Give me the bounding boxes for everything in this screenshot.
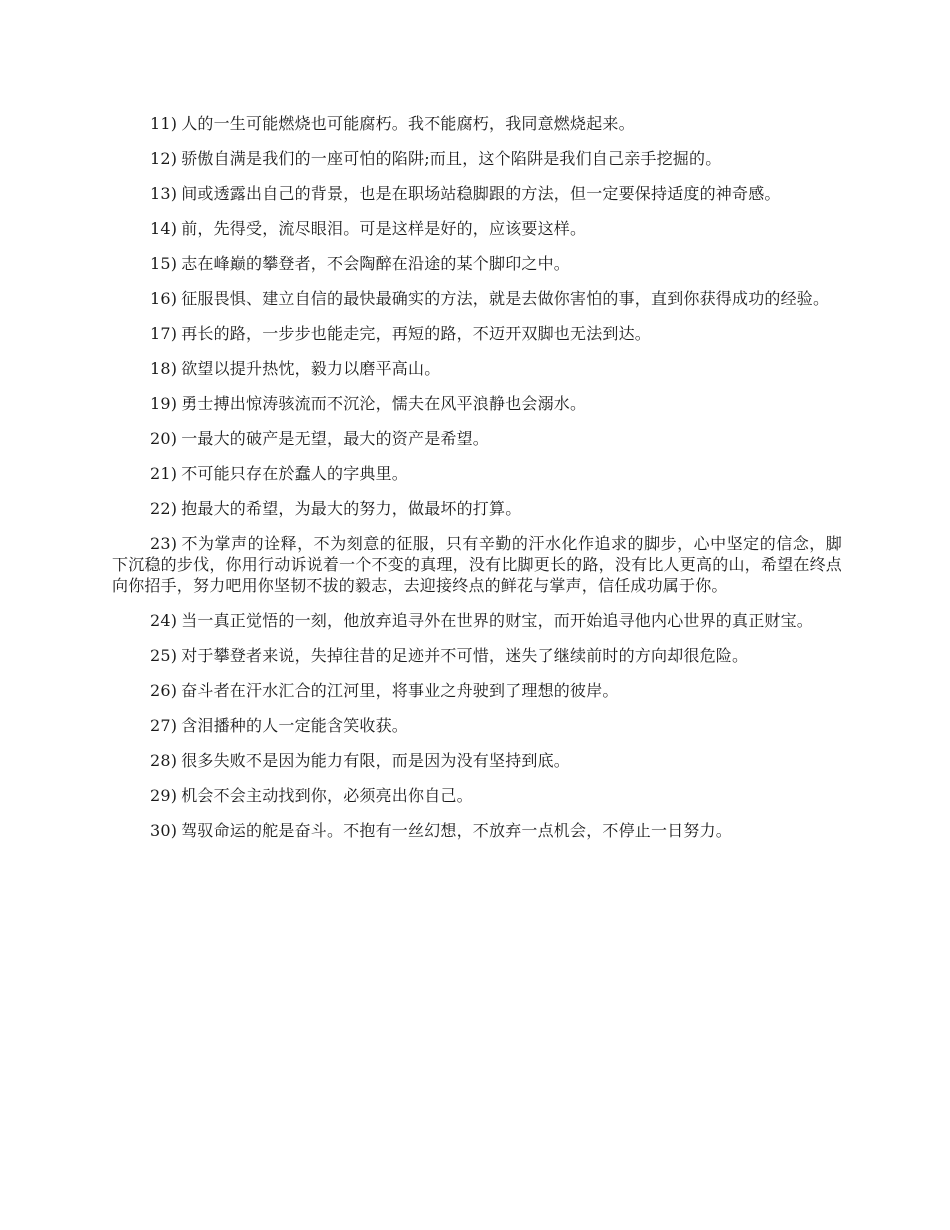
paragraph-15	[112, 253, 842, 274]
paragraph-19	[112, 393, 842, 414]
paragraph-number: 23)	[150, 534, 178, 553]
paragraph-23	[112, 533, 842, 596]
paragraph-number: 17)	[150, 324, 178, 343]
paragraph-number: 16)	[150, 289, 178, 308]
paragraph-text: 含泪播种的人一定能含笑收获。	[181, 716, 409, 735]
paragraph-text: 征服畏惧、建立自信的最快最确实的方法，就是去做你害怕的事，直到你获得成功的经验。	[181, 289, 830, 308]
paragraph-text: 志在峰巅的攀登者，不会陶醉在沿途的某个脚印之中。	[181, 254, 571, 273]
paragraph-text: 人的一生可能燃烧也可能腐朽。我不能腐朽，我同意燃烧起来。	[181, 114, 635, 133]
document-body	[112, 113, 842, 855]
paragraph-text: 骄傲自满是我们的一座可怕的陷阱;而且，这个陷阱是我们自己亲手挖掘的。	[181, 149, 722, 168]
paragraph-text: 不为掌声的诠释，不为刻意的征服，只有辛勤的汗水化作追求的脚步，心中坚定的信念，脚下沉稳的步伐，你用行动诉说着一个不变的真理，没有比脚更长的路，没有比人更高的山，希望在终点向你招手，努力吧用你坚韧不拔的毅志，去迎接终点的鲜花与掌声，信任成功属于你。	[112, 534, 842, 595]
paragraph-text: 欲望以提升热忱，毅力以磨平高山。	[181, 359, 441, 378]
paragraph-text: 奋斗者在汗水汇合的江河里，将事业之舟驶到了理想的彼岸。	[181, 681, 619, 700]
paragraph-18	[112, 358, 842, 379]
paragraph-number: 13)	[150, 184, 178, 203]
paragraph-text: 驾驭命运的舵是奋斗。不抱有一丝幻想，不放弃一点机会，不停止一日努力。	[181, 821, 733, 840]
paragraph-22	[112, 498, 842, 519]
paragraph-24	[112, 610, 842, 631]
paragraph-text: 一最大的破产是无望，最大的资产是希望。	[181, 429, 490, 448]
paragraph-number: 15)	[150, 254, 178, 273]
paragraph-text: 抱最大的希望，为最大的努力，做最坏的打算。	[181, 499, 522, 518]
paragraph-17	[112, 323, 842, 344]
paragraph-number: 12)	[150, 149, 178, 168]
paragraph-text: 勇士搏出惊涛骇流而不沉沦，懦夫在风平浪静也会溺水。	[181, 394, 587, 413]
paragraph-27	[112, 715, 842, 736]
paragraph-12	[112, 148, 842, 169]
paragraph-14	[112, 218, 842, 239]
paragraph-text: 不可能只存在於蠢人的字典里。	[181, 464, 409, 483]
paragraph-text: 机会不会主动找到你，必须亮出你自己。	[181, 786, 473, 805]
paragraph-28	[112, 750, 842, 771]
paragraph-number: 30)	[150, 821, 178, 840]
paragraph-number: 14)	[150, 219, 178, 238]
paragraph-number: 26)	[150, 681, 178, 700]
paragraph-number: 25)	[150, 646, 178, 665]
paragraph-29	[112, 785, 842, 806]
paragraph-number: 11)	[150, 114, 178, 133]
paragraph-number: 27)	[150, 716, 178, 735]
paragraph-13	[112, 183, 842, 204]
paragraph-16	[112, 288, 842, 309]
paragraph-number: 29)	[150, 786, 178, 805]
paragraph-number: 18)	[150, 359, 178, 378]
paragraph-20	[112, 428, 842, 449]
paragraph-number: 21)	[150, 464, 178, 483]
paragraph-text: 很多失败不是因为能力有限，而是因为没有坚持到底。	[181, 751, 571, 770]
paragraph-number: 28)	[150, 751, 178, 770]
paragraph-number: 20)	[150, 429, 178, 448]
paragraph-text: 当一真正觉悟的一刻，他放弃追寻外在世界的财宝，而开始追寻他内心世界的真正财宝。	[181, 611, 814, 630]
paragraph-30	[112, 820, 842, 841]
paragraph-text: 间或透露出自己的背景，也是在职场站稳脚跟的方法，但一定要保持适度的神奇感。	[181, 184, 781, 203]
paragraph-text: 对于攀登者来说，失掉往昔的足迹并不可惜，迷失了继续前时的方向却很危险。	[181, 646, 749, 665]
paragraph-number: 19)	[150, 394, 178, 413]
paragraph-26	[112, 680, 842, 701]
paragraph-25	[112, 645, 842, 666]
paragraph-number: 24)	[150, 611, 178, 630]
paragraph-text: 前，先得受，流尽眼泪。可是这样是好的，应该要这样。	[181, 219, 587, 238]
paragraph-21	[112, 463, 842, 484]
paragraph-11	[112, 113, 842, 134]
paragraph-text: 再长的路，一步步也能走完，再短的路，不迈开双脚也无法到达。	[181, 324, 652, 343]
paragraph-number: 22)	[150, 499, 178, 518]
